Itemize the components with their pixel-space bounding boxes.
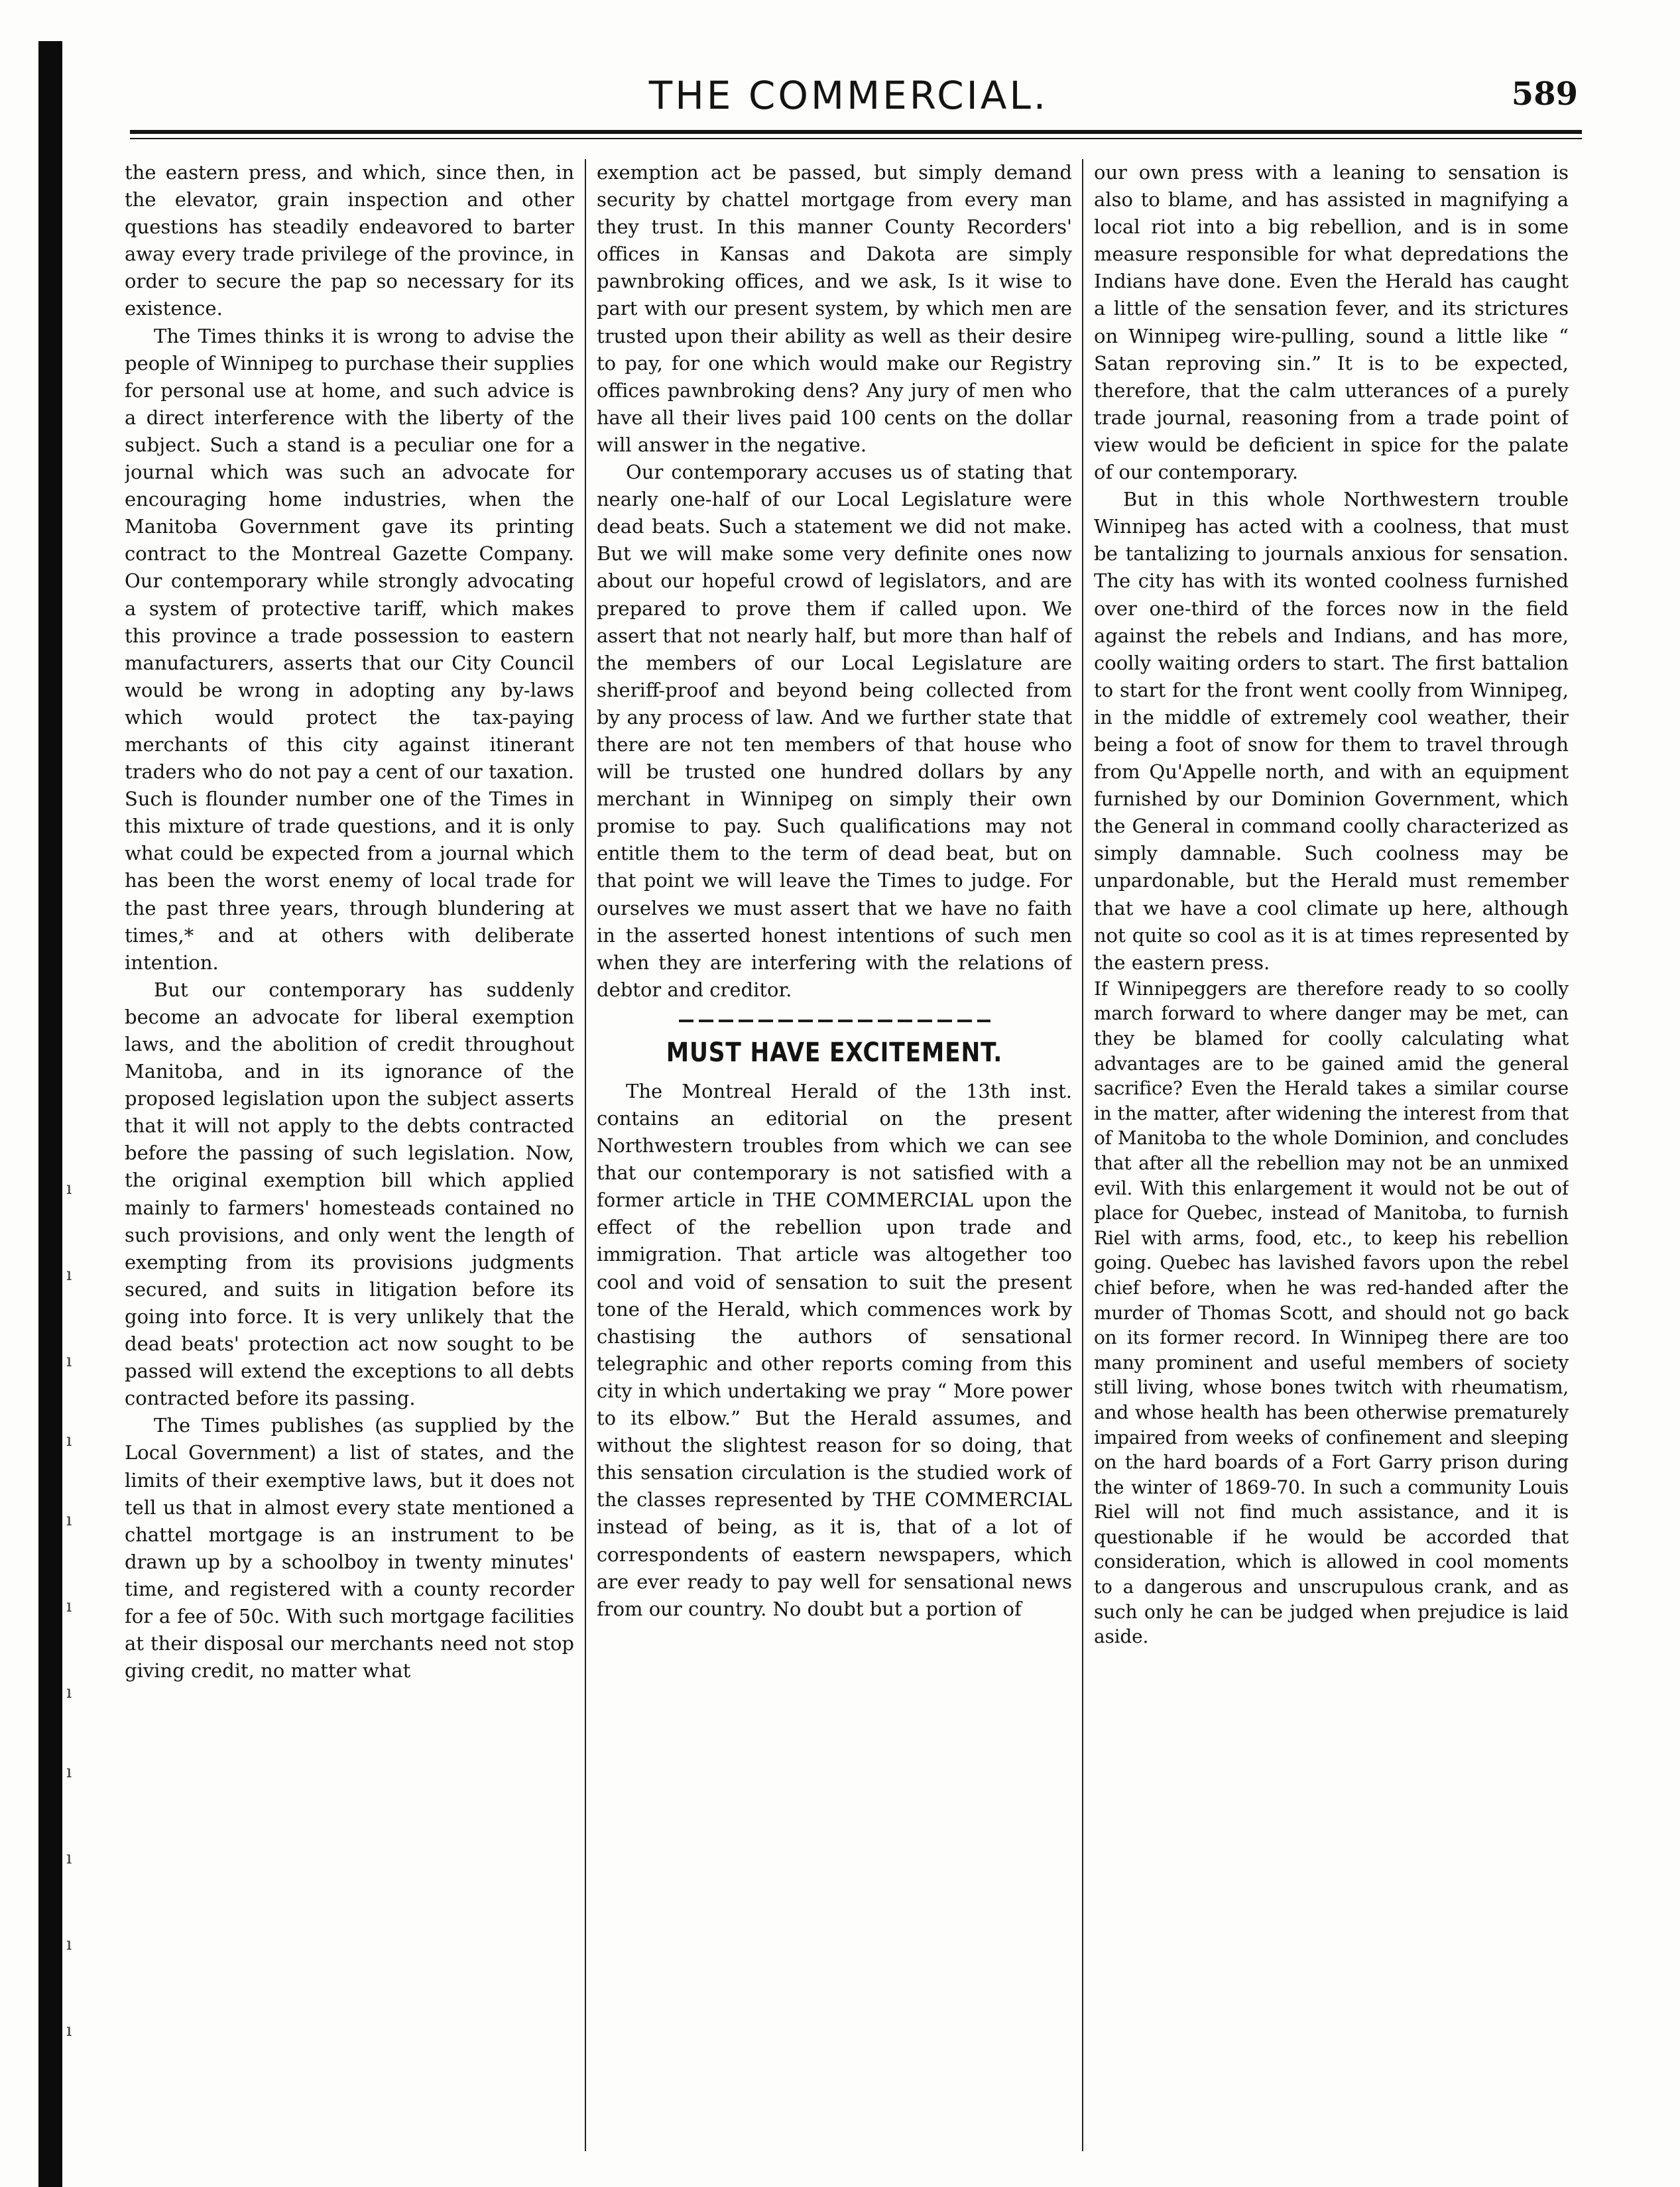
paragraph: The Times thinks it is wrong to advise the people of Winnipeg to purchase their supplies for personal use at home, and such advice is a direct interference with the liberty of the subject. Such a stand is a peculiar one for a journal which was such an advocate for encouraging home industries, when the Manitoba Government gave its printing contract to the Montreal Gazette Company. Our contemporary while strongly advocating a system of protective tariff, which makes this province a trade possession to eastern manufacturers, asserts that our City Council would be wrong in adopting any by-laws which would protect the tax-paying merchants of this city against itinerant traders who do not pay a cent of our taxation. Such is flounder number one of the Times in this mixture of trade questions, and it is only what could be expected from a journal which has been the worst enemy of local trade for the past three years, through blundering at times,* and at others with deliberate intention.: [125, 324, 574, 974]
paragraph: The Montreal Herald of the 13th inst. contains an editorial on the present Northwestern troubles from which we can see that our contemporary is not satisfied with a former article in THE COMMERCIAL upon the effect of the rebellion upon trade and immigration. That article was altogether too cool and void of sensation to suit the present tone of the Herald, which commences work by chastising the authors of sensational telegraphic and other reports coming from this city in which undertaking we pray “ More power to its elbow.” But the Herald assumes, and without the slightest reason for so doing, that this sensation circulation is the studied work of the classes represented by THE COMMERCIAL instead of being, as it is, that of a lot of correspondents of eastern newspapers, which are ever ready to pay well for sensational news from our country. No doubt but a portion of: [597, 1079, 1072, 1620]
header-rule: [130, 130, 1582, 134]
scan-edge-shadow: [38, 41, 62, 2187]
publication-title: THE COMMERCIAL.: [648, 73, 1049, 118]
paragraph: Our contemporary accuses us of stating that nearly one-half of our Local Legislature were dead beats. Such a statement we did not make. But we will make some very definite ones now about our hopeful crowd of legislators, and are prepared to prove them if called upon. We assert that not nearly half, but more than half of the members of our Local Legislature are sheriff-proof and beyond being collected from by any process of law. And we further state that there are not ten members of that house who will be trusted one hundred dollars by any merchant in Winnipeg on simply their own promise to pay. Such qualifications may not entitle them to the term of dead beat, but on that point we will leave the Times to judge. For ourselves we must assert that we have no faith in the asserted honest intentions of such men when they are interfering with the relations of debtor and creditor.: [597, 461, 1072, 1001]
masthead: [133, 73, 1578, 126]
paragraph: If Winnipeggers are therefore ready to so coolly march forward to where danger may be met, can they be blamed for coolly calculating what advantages are to be gained amid the general sacrifice? Even the Herald takes a similar course in the matter, after widening the interest from that of Manitoba to the whole Dominion, and concludes that after all the rebellion may not be an unmixed evil. With this enlargement it would not be out of place for Quebec, instead of Manitoba, to furnish Riel with arms, food, etc., to keep his rebellion going. Quebec has lavished favors upon the rebel chief before, when he was red-handed after the murder of Thomas Scott, and should not go back on its former record. In Winnipeg there are too many prominent and useful members of society still living, whose bones twitch with rheumatism, and whose health has been otherwise prematurely impaired from weeks of confinement and sleeping on the hard boards of a Fort Garry prison during the winter of 1869-70. In such a community Louis Riel will not find much assistance, and it is questionable if he would be accorded that consideration, which is allowed in cool moments to a dangerous and unscrupulous crank, and as such only he can be judged when prejudice is laid aside.: [1094, 977, 1569, 1648]
paragraph: our own press with a leaning to sensation is also to blame, and has assisted in magnifying a local riot into a big rebellion, and is in some measure responsible for what depredations the Indians have done. Even the Herald has caught a little of the sensation fever, and its strictures on Winnipeg wire-pulling, sound a little like “ Satan reproving sin.” It is to be expected, therefore, that the calm utterances of a purely trade journal, reasoning from a trade point of view would be deficient in spice for the palate of our contemporary.: [1094, 161, 1569, 484]
column-3: [1094, 159, 1569, 2148]
paragraph: But our contemporary has suddenly become an advocate for liberal exemption laws, and the abolition of credit throughout Manitoba, and in its ignorance of the proposed legislation upon the subject asserts that it will not apply to the debts contracted before the passing of such legislation. Now, the original exemption bill which applied mainly to farmers' homesteads contained no such provisions, and only went the length of exempting from its provisions judgments secured, and suits in litigation before its going into force. It is very unlikely that the dead beats' protection act now sought to be passed will extend the exceptions to all debts contracted before its passing.: [125, 978, 574, 1410]
column-divider: [1082, 159, 1083, 2151]
paragraph: the eastern press, and which, since then, in the elevator, grain inspection and other questions has steadily endeavored to barter away every trade privilege of the province, in order to secure the pap so necessary for its existence.: [125, 161, 574, 320]
paragraph: But in this whole Northwestern trouble Winnipeg has acted with a coolness, that must be tantalizing to journals anxious for sensation. The city has with its wonted coolness furnished over one-third of the forces now in the field against the rebels and Indians, and has more, coolly waiting orders to start. The first battalion to start for the front went coolly from Winnipeg, in the middle of extremely cool weather, their being a foot of snow for them to travel through from Qu'Appelle north, and with an equipment furnished by our Dominion Government, which the General in command coolly characterized as simply damnable. Such coolness may be unpardonable, but the Herald must remember that we have a cool climate up here, although not quite so cool as it is at times represented by the eastern press.: [1094, 488, 1569, 974]
header-rule-thin: [130, 138, 1582, 139]
column-1: [125, 159, 574, 2148]
paragraph: exemption act be passed, but simply demand security by chattel mortgage from every man they trust. In this manner County Recorders' offices in Kansas and Dakota are simply pawnbroking offices, and we ask, Is it wise to part with our present system, by which men are trusted upon their ability as well as their desire to pay, for one which would make our Registry offices pawnbroking dens? Any jury of men who have all their lives paid 100 cents on the dollar will answer in the negative.: [597, 161, 1072, 456]
section-divider: [679, 1020, 990, 1022]
paragraph: The Times publishes (as supplied by the Local Government) a list of states, and the limits of their exemptive laws, but it does not tell us that in almost every state mentioned a chattel mortgage is an instrument to be drawn up by a schoolboy in twenty minutes' time, and registered with a county recorder for a fee of 50c. With such mortgage facilities at their disposal our merchants need not stop giving credit, no matter what: [125, 1414, 574, 1683]
margin-marks: ı ı ı ı ı ı ı ı ı ı ı: [66, 1179, 72, 2040]
page-number: 589: [1511, 76, 1578, 113]
article-headline: MUST HAVE EXCITEMENT.: [666, 1037, 1003, 1068]
column-divider: [585, 159, 586, 2151]
column-2: [597, 159, 1072, 2148]
